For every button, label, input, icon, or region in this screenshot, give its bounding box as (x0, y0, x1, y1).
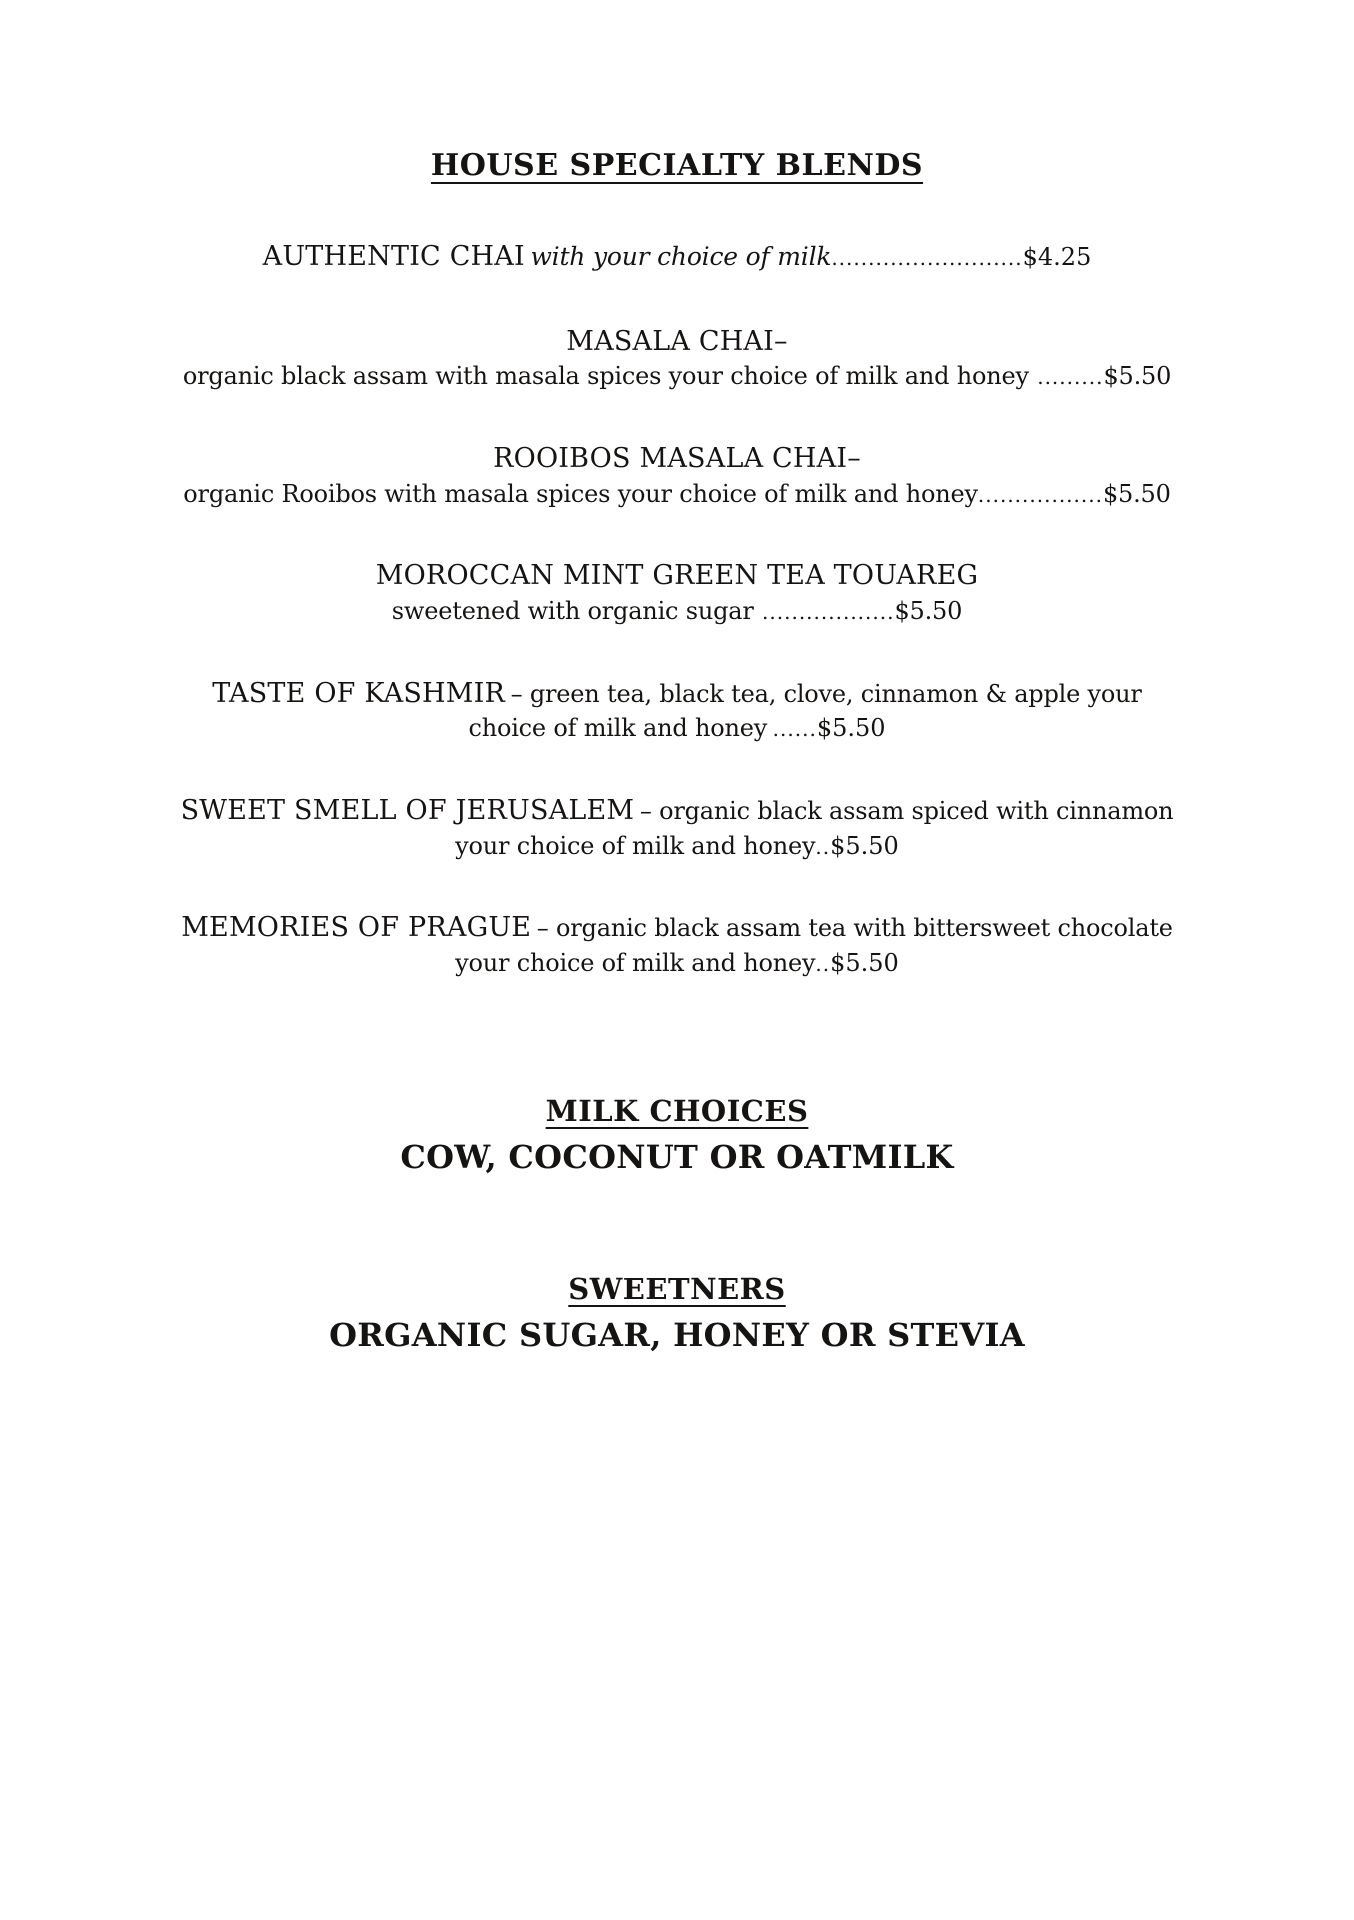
dot-leader: ................. (977, 482, 1103, 507)
item-price: $4.25 (1022, 243, 1092, 271)
page-title: HOUSE SPECIALTY BLENDS (430, 148, 924, 183)
item-description-line (0, 595, 1354, 628)
item-name: MEMORIES OF PRAGUE (181, 912, 532, 944)
item-name: MASALA CHAI– (566, 325, 788, 357)
item-name: TASTE OF KASHMIR (212, 677, 506, 709)
item-price: $5.50 (1102, 479, 1171, 508)
menu-item-masala-chai (0, 324, 1354, 393)
item-name: ROOIBOS MASALA CHAI– (493, 443, 861, 475)
item-price: $5.50 (894, 597, 963, 626)
section-title: SWEETNERS (568, 1271, 786, 1306)
dot-leader: .................. (762, 600, 895, 625)
item-price: $5.50 (830, 831, 899, 860)
menu-item-authentic-chai (0, 239, 1354, 276)
menu-item-moroccan-mint (0, 558, 1354, 627)
item-price: $5.50 (830, 949, 899, 978)
menu-item-sweet-smell-of-jerusalem (172, 793, 1182, 862)
item-price: $5.50 (816, 714, 886, 743)
section-options: COW, COCONUT OR OATMILK (400, 1137, 954, 1176)
section-milk-choices (0, 1094, 1354, 1176)
item-description: – green tea, black tea, clove, cinnamon & apple your choice of milk and honey (468, 679, 1142, 743)
menu-item-rooibos-masala-chai (0, 441, 1354, 510)
dot-leader: .......................... (831, 246, 1023, 270)
item-description: organic Rooibos with masala spices your choice of milk and honey (183, 479, 978, 508)
item-name: SWEET SMELL OF JERUSALEM (180, 795, 635, 827)
dot-leader: ...... (772, 717, 817, 742)
item-description-line (0, 478, 1354, 511)
menu-item-taste-of-kashmir (177, 676, 1177, 745)
dot-leader: .. (815, 834, 831, 859)
item-description: sweetened with organic sugar (391, 597, 754, 626)
item-description: organic black assam with masala spices your choice of milk and honey (182, 362, 1029, 391)
section-sweetners (0, 1272, 1354, 1354)
item-name: MOROCCAN MINT GREEN TEA TOUAREG (375, 560, 979, 592)
menu-item-memories-of-prague (162, 910, 1192, 979)
dot-leader: ......... (1037, 365, 1104, 390)
item-description: with your choice of milk (530, 242, 832, 271)
item-price: $5.50 (1103, 362, 1172, 391)
section-options: ORGANIC SUGAR, HONEY OR STEVIA (329, 1315, 1025, 1354)
item-description: – organic black assam spiced with cinnamon your choice of milk and honey (455, 797, 1174, 860)
item-name: AUTHENTIC CHAI (262, 241, 525, 272)
item-description-line (0, 360, 1354, 393)
section-title: MILK CHOICES (545, 1093, 809, 1128)
item-description: – organic black assam tea with bittersweet chocolate your choice of milk and honey (455, 914, 1173, 978)
dot-leader: .. (815, 952, 831, 977)
